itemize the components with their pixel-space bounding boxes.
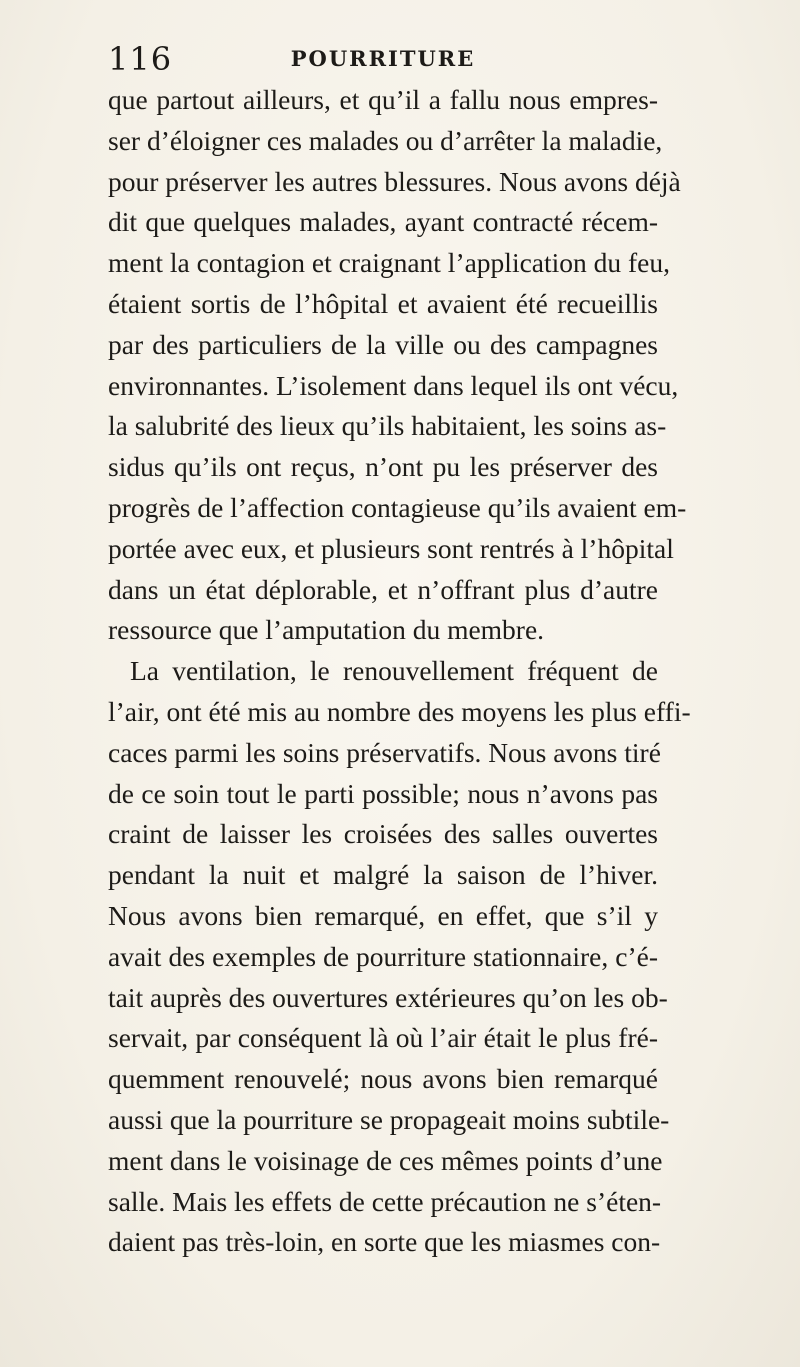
text-line: environnantes. L’isolement dans lequel ils ont vécu, — [108, 369, 679, 401]
body-text — [108, 80, 691, 1263]
text-line: servait, par conséquent là où l’air était le plus fré- — [108, 1022, 658, 1054]
text-line: portée avec eux, et plusieurs sont rentrés à l’hôpital — [108, 532, 674, 564]
text-line: La ventilation, le renouvellement fréquent de — [130, 655, 658, 687]
page-header — [108, 40, 658, 80]
text-line: progrès de l’affection contagieuse qu’ils avaient em- — [108, 491, 687, 523]
text-line: aussi que la pourriture se propageait moins subtile- — [108, 1103, 670, 1135]
text-line: ressource que l’amputation du membre. — [108, 614, 545, 646]
text-line: Nous avons bien remarqué, en effet, que s’il y — [108, 899, 658, 931]
text-line: tait auprès des ouvertures extérieures qu’on les ob- — [108, 981, 668, 1013]
text-line: ser d’éloigner ces malades ou d’arrêter la maladie, — [108, 124, 663, 156]
text-line: pour préserver les autres blessures. Nous avons déjà — [108, 165, 681, 197]
text-line: que partout ailleurs, et qu’il a fallu nous empres- — [108, 84, 658, 115]
text-line: quemment renouvelé; nous avons bien remarqué — [108, 1063, 658, 1095]
text-line: de ce soin tout le parti possible; nous n’avons pas — [108, 777, 658, 809]
text-line: par des particuliers de la ville ou des campagnes — [108, 328, 658, 360]
text-line: sidus qu’ils ont reçus, n’ont pu les préserver des — [108, 451, 658, 483]
text-line: craint de laisser les croisées des salles ouvertes — [108, 818, 658, 850]
text-line: ment la contagion et craignant l’application du feu, — [108, 247, 671, 279]
text-line: caces parmi les soins préservatifs. Nous avons tiré — [108, 736, 661, 768]
text-line: dans un état déplorable, et n’offrant plus d’autre — [108, 573, 658, 605]
text-line: étaient sortis de l’hôpital et avaient été recueillis — [108, 287, 658, 319]
text-line: dit que quelques malades, ayant contracté récem- — [108, 206, 658, 238]
text-line: pendant la nuit et malgré la saison de l’hiver. — [108, 859, 658, 891]
text-line: ment dans le voisinage de ces mêmes points d’une — [108, 1144, 663, 1176]
text-line: avait des exemples de pourriture stationnaire, c’é- — [108, 940, 658, 972]
text-line: la salubrité des lieux qu’ils habitaient, les soins as- — [108, 410, 667, 442]
running-head: POURRITURE — [290, 46, 476, 71]
text-line: salle. Mais les effets de cette précaution ne s’éten- — [108, 1185, 662, 1217]
page-number: 116 — [108, 40, 173, 78]
text-line: l’air, ont été mis au nombre des moyens les plus effi- — [108, 695, 691, 727]
text-line: daient pas très-loin, en sorte que les miasmes con- — [108, 1226, 661, 1258]
